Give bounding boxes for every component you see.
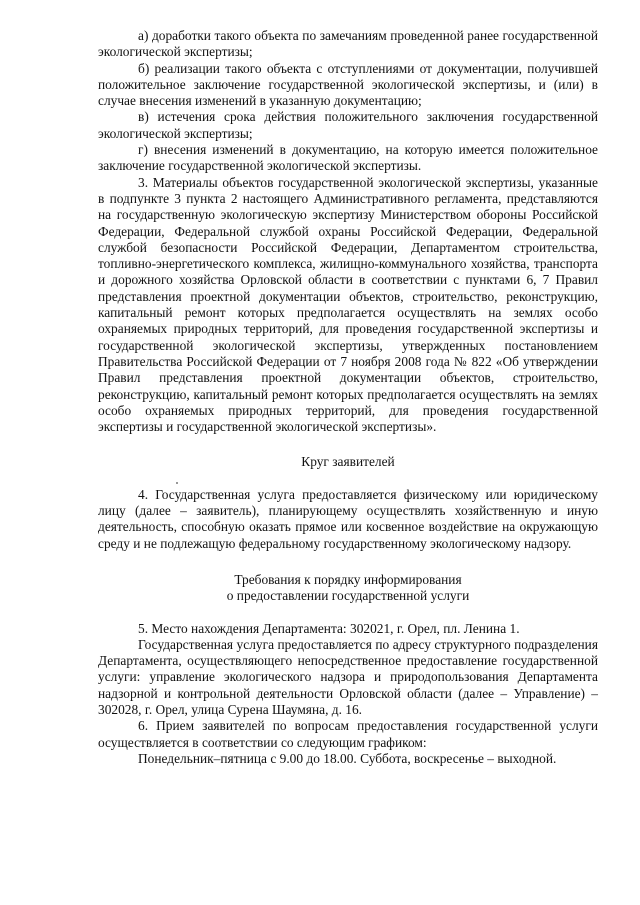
paragraph-item-v: в) истечения срока действия положительного заключения государственной экологической экспертизы; (98, 109, 598, 141)
paragraph-schedule: Понедельник–пятница с 9.00 до 18.00. Суббота, воскресенье – выходной. (138, 750, 557, 766)
paragraph-item-a: а) доработки такого объекта по замечаниям проведенной ранее государственной экологической экспертизы; (98, 28, 598, 60)
paragraph-item-b: б) реализации такого объекта с отступлениями от документации, получившей положительное заключение государственной экологической экспертизы, и (или) в случае внесения изменений в указанную документацию; (98, 60, 598, 109)
paragraph-clause-6: 6. Прием заявителей по вопросам предоставления государственной услуги осуществляется в соответствии со следующим графиком: (98, 718, 598, 750)
section-heading-information-line2: о предоставлении государственной услуги (226, 588, 470, 604)
paragraph-service-address: Государственная услуга предоставляется по адресу структурного подразделения Департамента, осуществляющего непосредственное предоставление государственной услуги: управление экологического надзора и природопользования Департамента надзорной и контрольной деятельности Орловской области (далее – Управление) – 302028, г. Орел, улица Сурена Шаумяна, д. 16. (98, 636, 598, 717)
paragraph-clause-5: 5. Место нахождения Департамента: 302021, г. Орел, пл. Ленина 1. (138, 620, 520, 636)
section-heading-information-line1: Требования к порядку информирования (234, 571, 462, 587)
paragraph-item-g: г) внесения изменений в документацию, на которую имеется положительное заключение государственной экологической экспертизы. (98, 142, 598, 174)
section-heading-information (98, 572, 598, 605)
paragraph-clause-3: 3. Материалы объектов государственной экологической экспертизы, указанные в подпункте 3 пункта 2 настоящего Административного регламента, представляются на государственную экологическую экспертизу Министерством обороны Российской Федерации, Федеральной службой охраны Российской Федерации, Федеральной службой безопасности Российской Федерации, Департаментом строительства, топливно-энергетического комплекса, жилищно-коммунального хозяйства, транспорта и дорожного хозяйства Орловской области в соответствии с пунктами 6, 7 Правил представления проектной документации объектов, строительство, реконструкцию, капитальный ремонт которых предполагается осуществлять на землях особо охраняемых природных территорий, для проведения государственной экспертизы и государственной экологической экспертизы, утвержденных постановлением Правительства Российской Федерации от 7 ноября 2008 года № 822 «Об утверждении Правил представления проектной документации объектов, строительство, реконструкцию, капитальный ремонт которых предполагается осуществлять на землях особо охраняемых природных территорий, для проведения государственной экспертизы и государственной экологической экспертизы». (98, 174, 598, 435)
scan-speck (176, 482, 178, 484)
section-heading-applicants: Круг заявителей (301, 454, 395, 470)
paragraph-clause-4: 4. Государственная услуга предоставляется физическому или юридическому лицу (далее – заявитель), планирующему осуществлять хозяйственную и иную деятельность, способную оказать прямое или косвенное воздействие на окружающую среду и не подлежащую федеральному государственному экологическому надзору. (98, 486, 598, 551)
